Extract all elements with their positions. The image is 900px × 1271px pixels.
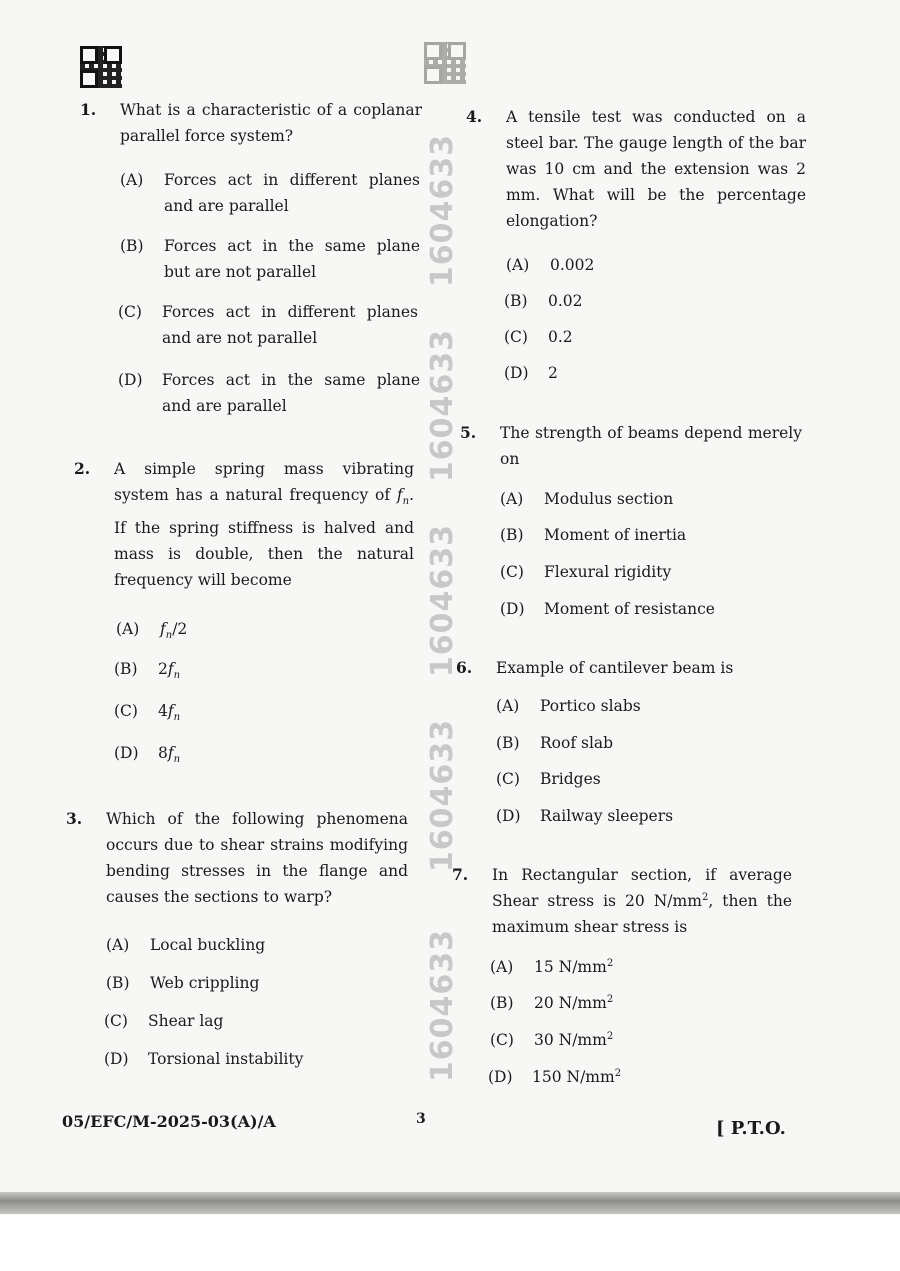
- option-label: (B): [496, 734, 520, 752]
- option-label: (D): [104, 1050, 129, 1068]
- option-text: Bridges: [540, 770, 601, 788]
- option-label: (A): [496, 697, 520, 715]
- option-text: 0.02: [548, 292, 583, 310]
- paper-code: 05/EFC/M-2025-03(A)/A: [62, 1112, 276, 1131]
- option-label: (D): [118, 371, 143, 389]
- option-label: (D): [488, 1068, 513, 1086]
- option-text: Local buckling: [150, 936, 266, 954]
- option-text: 15 $N/mm^2$: [534, 957, 614, 976]
- option-text: 0.002: [550, 256, 595, 274]
- question-number: 1.: [80, 100, 97, 119]
- question-stem: In Rectangular section, if average Shear stress is 20 $N/mm^2$, then the maximum shear stress is: [492, 866, 792, 936]
- option-text: Forces act in the same plane and are parallel: [162, 371, 420, 415]
- option-text: Forces act in the same plane but are not parallel: [164, 237, 420, 281]
- option-text: Moment of inertia: [544, 526, 687, 544]
- option-text: $8f_n$: [158, 744, 181, 766]
- option-text: Railway sleepers: [540, 807, 674, 825]
- option-text: Modulus section: [544, 490, 674, 508]
- question-stem: What is a characteristic of a coplanar parallel force system?: [120, 101, 422, 145]
- question-stem: Which of the following phenomena occurs due to shear strains modifying bending stresses in the flange and causes the sections to warp?: [106, 810, 408, 906]
- option-label: (C): [504, 328, 528, 346]
- page-edge-shadow: [0, 1192, 900, 1214]
- please-turn-over-label: [ P.T.O.: [716, 1118, 786, 1139]
- option-text: 20 $N/mm^2$: [534, 993, 614, 1012]
- option-label: (B): [114, 660, 138, 678]
- option-text: Web crippling: [150, 974, 260, 992]
- question-number: 5.: [460, 423, 477, 442]
- question-stem: Example of cantilever beam is: [496, 659, 734, 677]
- qr-code-icon: [80, 46, 122, 88]
- option-text: Forces act in different planes and are not parallel: [162, 303, 418, 347]
- option-text: Forces act in different planes and are parallel: [164, 171, 420, 215]
- option-label: (A): [106, 936, 130, 954]
- option-label: (A): [116, 620, 140, 638]
- option-label: (A): [120, 171, 144, 189]
- option-text: $2f_n$: [158, 660, 181, 682]
- option-text: Shear lag: [148, 1012, 224, 1030]
- question-number: 3.: [66, 809, 83, 828]
- faded-qr-code-icon: [424, 42, 466, 84]
- option-label: (A): [500, 490, 524, 508]
- watermark: 1604633: [425, 928, 461, 1082]
- question-number: 2.: [74, 459, 91, 478]
- option-label: (B): [500, 526, 524, 544]
- watermark: 1604633: [425, 718, 461, 872]
- watermark: 1604633: [425, 523, 461, 677]
- option-label: (C): [500, 563, 524, 581]
- question-stem: A tensile test was conducted on a steel bar. The gauge length of the bar was 10 cm and the extension was 2 mm. What will be the percentage elongation?: [506, 108, 806, 230]
- option-label: (C): [496, 770, 520, 788]
- option-text: $f_n/2$: [160, 620, 188, 642]
- option-text: Roof slab: [540, 734, 614, 752]
- question-number: 7.: [452, 865, 469, 884]
- question-number: 6.: [456, 658, 473, 677]
- question-stem: A simple spring mass vibrating system has a natural frequency of $f_n$. If the spring stiffness is halved and mass is double, then the natural frequency will become: [114, 460, 414, 590]
- option-label: (B): [120, 237, 144, 255]
- option-text: 0.2: [548, 328, 573, 346]
- option-label: (D): [500, 600, 525, 618]
- option-label: (D): [496, 807, 521, 825]
- option-label: (C): [490, 1031, 514, 1049]
- question-number: 4.: [466, 107, 483, 126]
- option-label: (A): [490, 958, 514, 976]
- option-label: (D): [114, 744, 139, 762]
- option-text: 30 $N/mm^2$: [534, 1030, 614, 1049]
- watermark: 1604633: [425, 133, 461, 287]
- option-text: Moment of resistance: [544, 600, 715, 618]
- option-text: $4f_n$: [158, 702, 181, 724]
- page-number: 3: [416, 1111, 426, 1127]
- option-text: 150 $N/mm^2$: [532, 1067, 622, 1086]
- option-text: 2: [548, 364, 558, 382]
- option-label: (B): [504, 292, 528, 310]
- option-label: (A): [506, 256, 530, 274]
- option-label: (D): [504, 364, 529, 382]
- question-stem: The strength of beams depend merely on: [500, 424, 802, 468]
- option-label: (C): [114, 702, 138, 720]
- option-label: (B): [490, 994, 514, 1012]
- option-label: (C): [104, 1012, 128, 1030]
- option-text: Portico slabs: [540, 697, 641, 715]
- watermark: 1604633: [425, 328, 461, 482]
- option-text: Torsional instability: [148, 1050, 304, 1068]
- option-text: Flexural rigidity: [544, 563, 672, 581]
- option-label: (C): [118, 303, 142, 321]
- option-label: (B): [106, 974, 130, 992]
